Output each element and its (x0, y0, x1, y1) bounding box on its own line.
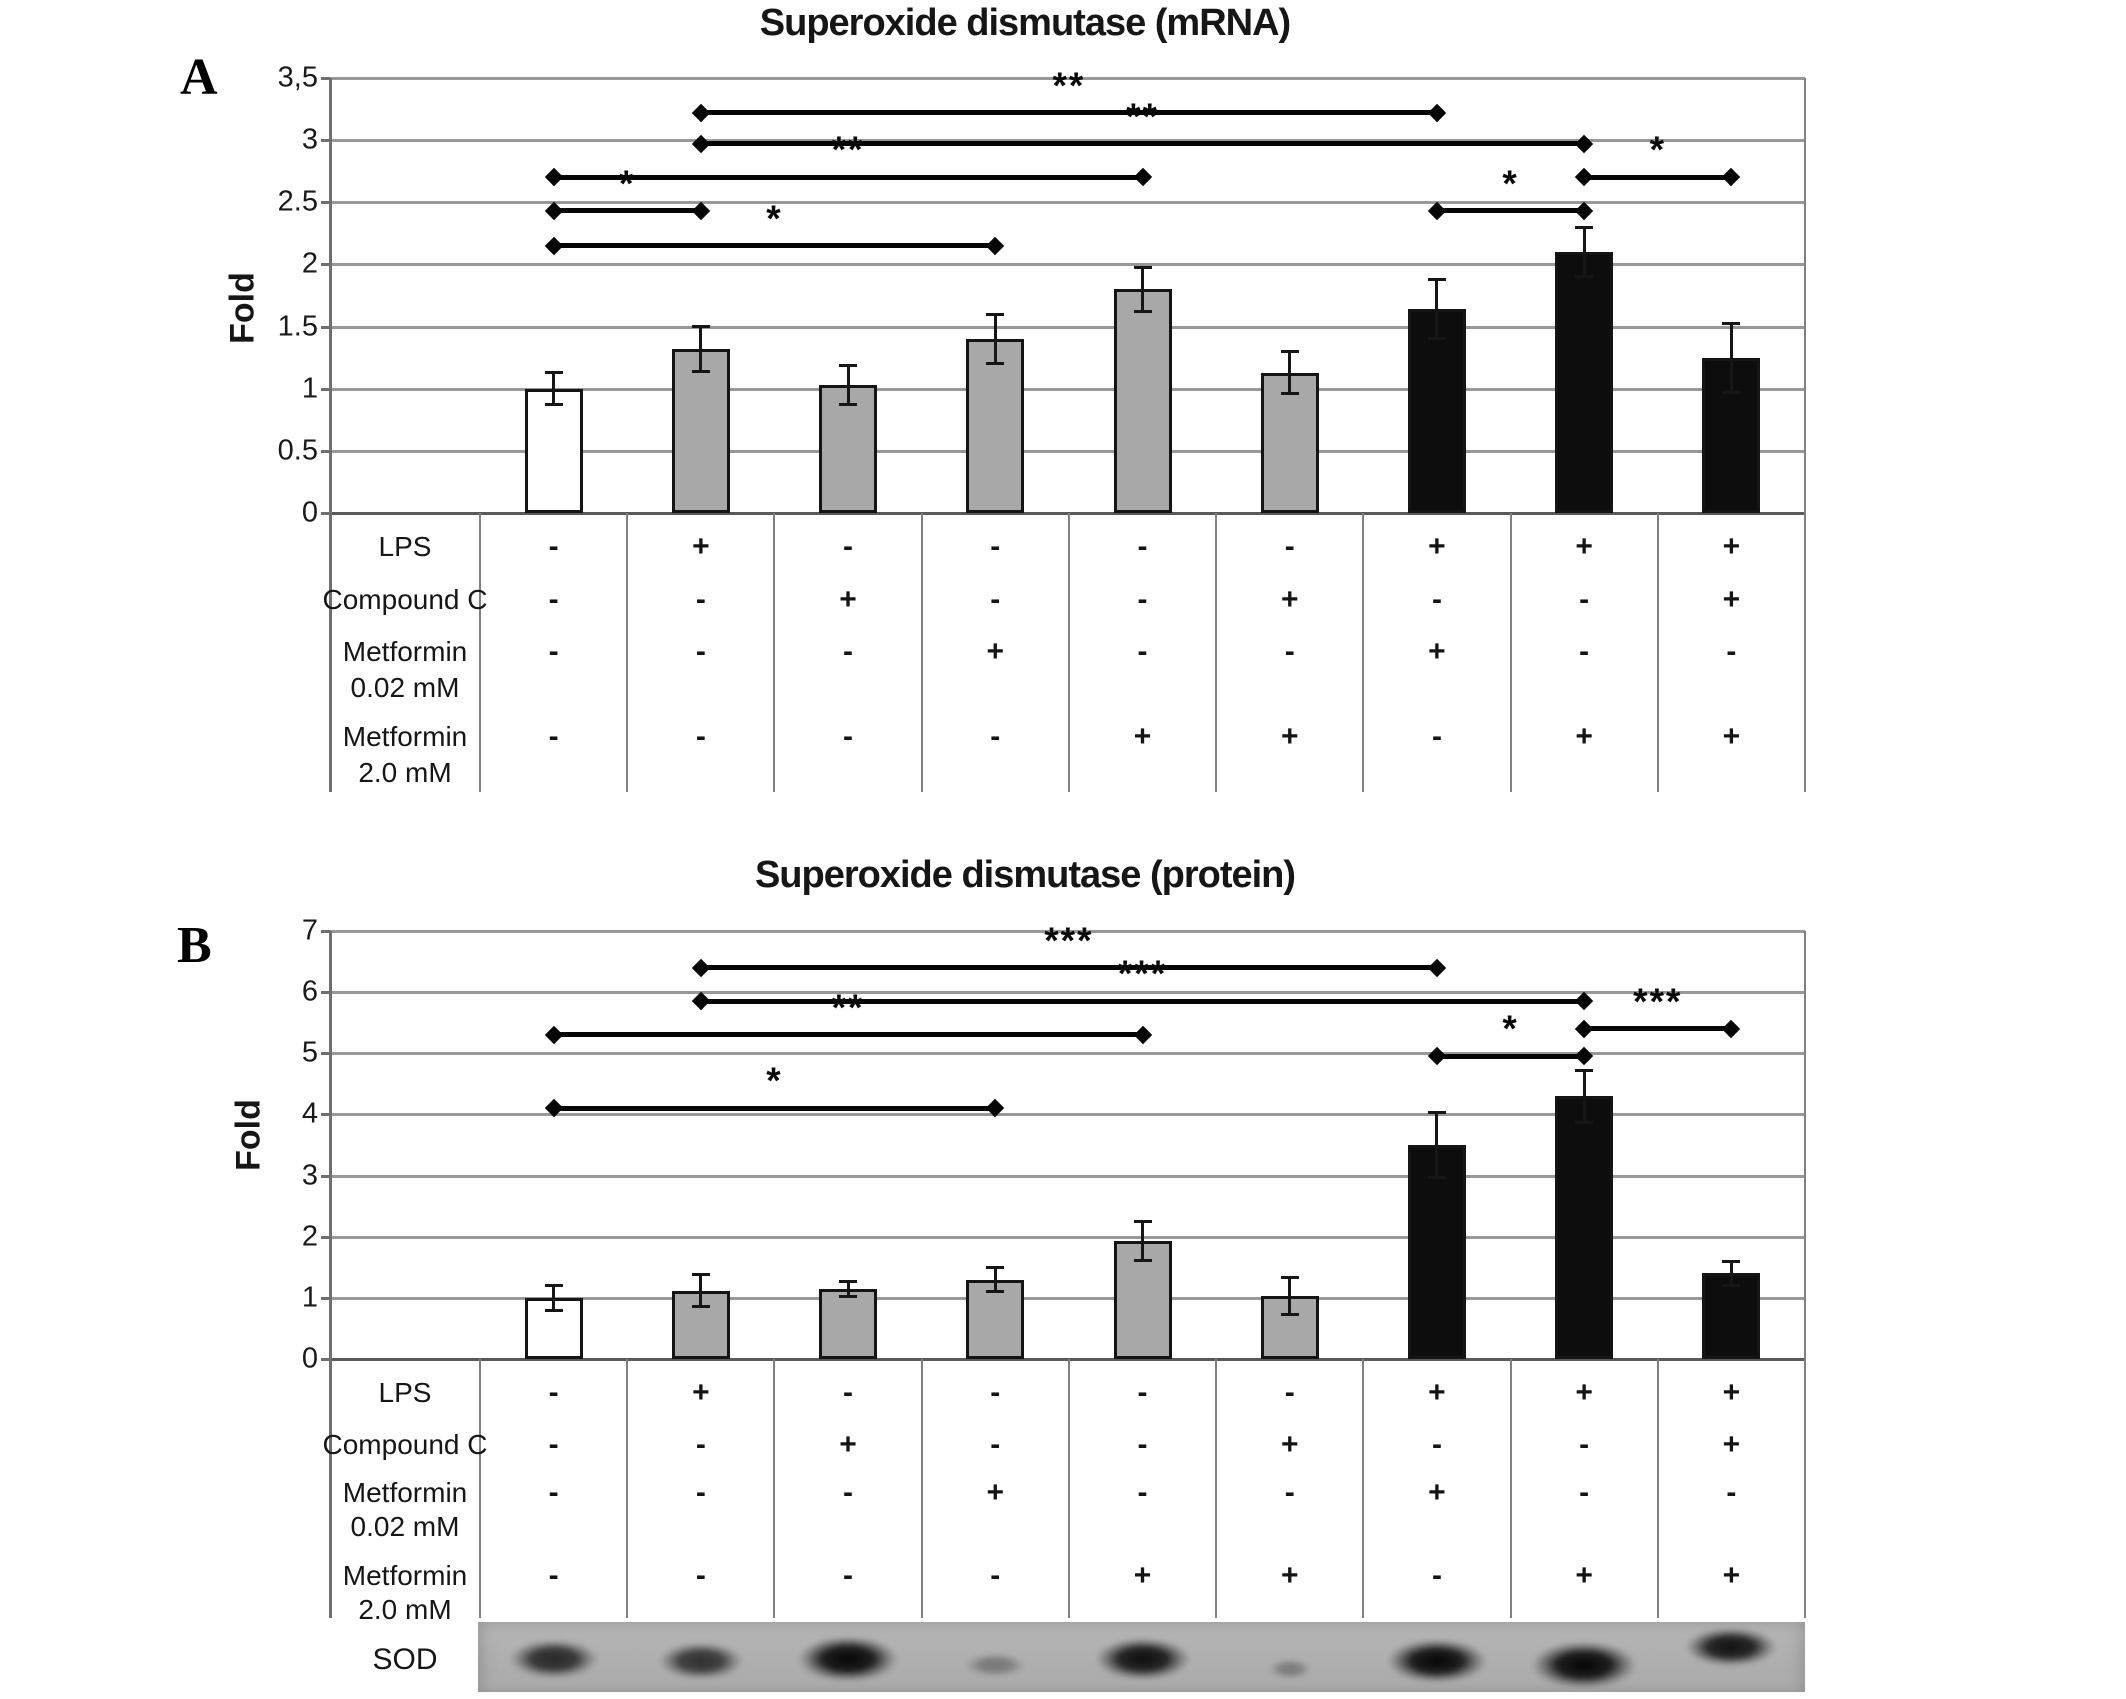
panel-a-error-bar-9 (1730, 322, 1733, 394)
panel-b-table-cell: - (695, 1559, 706, 1592)
panel-a-error-bar-4 (994, 313, 997, 365)
panel-b-table-row-label: 2.0 mM (358, 1594, 452, 1625)
panel-a-error-bar-1 (552, 371, 555, 406)
panel-a-table-cell: - (1284, 530, 1295, 563)
panel-b-y-tick-label: 5 (301, 1036, 318, 1069)
panel-a-y-tick-label: 1.5 (277, 310, 318, 343)
panel-a-table-cell: - (843, 530, 854, 563)
panel-a-table-cell: - (548, 720, 559, 753)
sod-western-blot (478, 1622, 1805, 1692)
panel-b-table-column-divider (1068, 1359, 1070, 1618)
panel-a-table-cell: - (990, 530, 1001, 563)
panel-b-significance-diamond (1428, 958, 1446, 976)
panel-b-table-cell: - (1284, 1376, 1295, 1409)
panel-a-error-cap-top (986, 313, 1004, 316)
panel-a-significance-line-4 (1584, 175, 1731, 180)
panel-b-error-cap-top (1281, 1276, 1299, 1279)
panel-b-y-tick-label: 6 (301, 975, 318, 1008)
panel-a-error-cap-bottom (1134, 310, 1152, 313)
panel-b-significance-line-3 (554, 1032, 1143, 1037)
panel-a-significance-diamond (1133, 168, 1151, 186)
panel-b-error-cap-bottom (1281, 1313, 1299, 1316)
panel-a-table-row-label: Compound C (322, 584, 488, 615)
panel-b-error-bar-9 (1730, 1260, 1733, 1287)
panel-a-table-cell: + (1722, 583, 1741, 616)
panel-a-table-column-divider (1657, 513, 1659, 792)
panel-b-table-cell: + (1722, 1428, 1741, 1461)
panel-a-y-tick-label: 3 (301, 123, 318, 156)
panel-a-significance-stars: ** (1052, 64, 1086, 106)
panel-b-table-row-label: Metformin (342, 1560, 468, 1591)
panel-a-bar-8 (1555, 252, 1613, 513)
panel-b-table-cell: - (548, 1428, 559, 1461)
panel-a-table-cell: + (1575, 530, 1593, 563)
panel-b-y-tick-label: 0 (301, 1342, 318, 1375)
panel-a-table-cell: + (1575, 720, 1593, 753)
sod-band-lane-2 (651, 1639, 751, 1683)
panel-b-table-cell: + (986, 1476, 1005, 1509)
panel-a-table-cell: - (990, 583, 1001, 616)
panel-a-significance-diamond (986, 237, 1004, 255)
panel-b-table-cell: - (1137, 1428, 1148, 1461)
panel-b-error-cap-bottom (545, 1309, 563, 1312)
panel-a-error-cap-top (545, 371, 563, 374)
panel-b-error-cap-top (545, 1284, 563, 1287)
panel-b-error-cap-top (692, 1273, 710, 1276)
sod-band-lane-9 (1677, 1624, 1785, 1670)
panel-b-table-column-divider (479, 1359, 481, 1618)
panel-b-significance-stars: *** (1117, 953, 1168, 995)
panel-a-significance-stars: ** (831, 129, 865, 171)
panel-a-error-bar-6 (1288, 350, 1291, 395)
panel-b-table-cell: - (990, 1428, 1001, 1461)
panel-b-error-bar-8 (1583, 1069, 1586, 1124)
panel-a-y-axis-label: Fold (223, 272, 262, 344)
panel-b-table-cell: + (1575, 1376, 1593, 1409)
panel-a-significance-line-7 (554, 243, 996, 248)
panel-b-table-row-label: Metformin (342, 1477, 468, 1508)
panel-b-error-cap-bottom (1134, 1259, 1152, 1262)
panel-a-bar-5 (1114, 289, 1172, 513)
panel-a-table-cell: + (1280, 583, 1299, 616)
panel-b-table-cell: + (1133, 1559, 1152, 1592)
panel-b-significance-diamond (1575, 1047, 1593, 1065)
panel-b-significance-diamond (692, 992, 710, 1010)
panel-a-error-cap-bottom (1722, 391, 1740, 394)
panel-b-table-cell: + (1280, 1559, 1299, 1592)
panel-b-error-cap-top (1134, 1220, 1152, 1223)
panel-b-table-cell: + (1428, 1376, 1446, 1409)
panel-b-table-cell: + (1575, 1559, 1593, 1592)
panel-b-error-bar-6 (1288, 1276, 1291, 1315)
panel-b-table-cell: + (1428, 1476, 1446, 1509)
panel-a-error-cap-top (1575, 226, 1593, 229)
panel-b-table-column-divider (1804, 1359, 1806, 1618)
panel-b-significance-diamond (544, 1026, 562, 1044)
panel-a-significance-diamond (1575, 168, 1593, 186)
panel-a-bar-2 (672, 349, 730, 513)
panel-b-y-tick-label: 7 (301, 914, 318, 947)
panel-b-table-cell: - (990, 1559, 1001, 1592)
panel-a-table-cell: - (1431, 583, 1442, 616)
panel-a-table-column-divider (1804, 513, 1806, 792)
sod-band-lane-4 (959, 1651, 1031, 1679)
panel-b-significance-line-4 (1584, 1026, 1731, 1031)
panel-b-error-bar-5 (1141, 1220, 1144, 1263)
panel-a-table-cell: - (548, 635, 559, 668)
panel-a-table-cell: + (1428, 635, 1446, 668)
panel-b-bar-3 (819, 1289, 877, 1359)
panel-b-table-row-label: 0.02 mM (350, 1511, 460, 1542)
panel-a-error-cap-bottom (1281, 392, 1299, 395)
panel-a-significance-diamond (1575, 135, 1593, 153)
panel-a-table-cell: + (1722, 530, 1741, 563)
sod-band-lane-8 (1522, 1637, 1646, 1692)
panel-a-significance-diamond (692, 135, 710, 153)
panel-a-table-cell: - (695, 635, 706, 668)
panel-a-significance-stars: * (619, 162, 636, 204)
panel-b-significance-line-6 (554, 1106, 996, 1111)
panel-b-significance-diamond (692, 958, 710, 976)
panel-a-table-cell: - (843, 635, 854, 668)
panel-b-error-cap-top (1575, 1069, 1593, 1072)
panel-a-table-cell: + (1280, 720, 1299, 753)
panel-a-table-column-divider (626, 513, 628, 792)
panel-b-significance-stars: ** (831, 986, 865, 1028)
panel-a-table-cell: - (1726, 635, 1737, 668)
panel-a-error-cap-bottom (986, 362, 1004, 365)
panel-b-table-row-label: LPS (378, 1377, 432, 1408)
panel-a-error-bar-3 (847, 364, 850, 406)
panel-b-table-cell: - (548, 1476, 559, 1509)
sod-band-lane-6 (1265, 1657, 1315, 1681)
panel-a-significance-diamond (1428, 202, 1446, 220)
panel-a-error-cap-bottom (1575, 275, 1593, 278)
panel-a-table-row-label: LPS (378, 531, 432, 562)
panel-a-table-cell: - (843, 720, 854, 753)
panel-b-y-axis-line (329, 931, 332, 1618)
panel-a-table-cell: - (1284, 635, 1295, 668)
panel-b-significance-stars: * (1502, 1008, 1519, 1050)
panel-b-error-bar-2 (699, 1273, 702, 1307)
panel-b-table-cell: - (843, 1559, 854, 1592)
panel-b-table-cell: - (548, 1376, 559, 1409)
panel-b-y-tick-label: 3 (301, 1159, 318, 1192)
panel-a-error-cap-top (1722, 322, 1740, 325)
panel-a-table-cell: - (548, 583, 559, 616)
panel-a-significance-line-1 (701, 110, 1437, 115)
panel-b-table-cell: + (1722, 1559, 1741, 1592)
panel-a-table-column-divider (1215, 513, 1217, 792)
panel-a-error-bar-7 (1435, 278, 1438, 340)
panel-b-table-column-divider (1362, 1359, 1364, 1618)
panel-a-table-cell: - (1431, 720, 1442, 753)
panel-b-error-cap-top (839, 1280, 857, 1283)
panel-b-table-cell: - (548, 1559, 559, 1592)
panel-a-table-cell: - (1137, 635, 1148, 668)
panel-b-error-cap-bottom (839, 1295, 857, 1298)
panel-a-table-column-divider (773, 513, 775, 792)
panel-a-error-bar-8 (1583, 226, 1586, 278)
panel-b-y-tick-label: 1 (301, 1281, 318, 1314)
panel-b-table-cell: - (1579, 1428, 1590, 1461)
panel-a-significance-diamond (1575, 202, 1593, 220)
panel-a-y-tick-label: 2.5 (277, 185, 318, 218)
sod-blot-label: SOD (372, 1643, 438, 1676)
panel-b-significance-diamond (1722, 1020, 1740, 1038)
panel-b-table-row-label: Compound C (322, 1429, 488, 1460)
panel-b-error-cap-top (1722, 1260, 1740, 1263)
panel-a-table-cell: + (1428, 530, 1446, 563)
panel-b-table-cell: - (1431, 1428, 1442, 1461)
panel-a-error-cap-top (692, 325, 710, 328)
panel-a-significance-diamond (544, 237, 562, 255)
panel-a-table-row-label: Metformin (342, 636, 468, 667)
panel-b-table-cell: - (1284, 1476, 1295, 1509)
panel-b-error-cap-bottom (986, 1290, 1004, 1293)
panel-b-letter: B (177, 917, 212, 974)
panel-a-table-cell: + (692, 530, 710, 563)
panel-a-significance-stars: * (1502, 162, 1519, 204)
panel-a-significance-diamond (544, 168, 562, 186)
panel-a-table-column-divider (1362, 513, 1364, 792)
panel-a-error-cap-top (1134, 266, 1152, 269)
sod-band-lane-5 (1087, 1634, 1199, 1684)
panel-a-table-column-divider (1068, 513, 1070, 792)
panel-b-table-cell: + (1280, 1428, 1299, 1461)
panel-b-significance-stars: * (766, 1060, 783, 1102)
panel-b-table-cell: + (692, 1376, 710, 1409)
panel-b-error-bar-7 (1435, 1111, 1438, 1178)
sod-band-lane-1 (501, 1636, 606, 1682)
panel-b-table-cell: - (695, 1428, 706, 1461)
panel-b-table-column-divider (626, 1359, 628, 1618)
panel-b-error-cap-top (986, 1266, 1004, 1269)
panel-a-table-column-divider (921, 513, 923, 792)
panel-b-significance-diamond (1575, 992, 1593, 1010)
panel-a-table-cell: - (1579, 583, 1590, 616)
panel-a-table-cell: - (1579, 635, 1590, 668)
panel-a-letter: A (180, 49, 218, 106)
sod-band-lane-3 (789, 1632, 907, 1686)
panel-b-table-column-divider (1510, 1359, 1512, 1618)
panel-b-table-column-divider (1215, 1359, 1217, 1618)
panel-b-error-cap-bottom (692, 1305, 710, 1308)
panel-a-bar-4 (966, 339, 1024, 513)
panel-b-significance-diamond (1575, 1020, 1593, 1038)
panel-b-significance-stars: *** (1633, 980, 1683, 1022)
panel-a-table-cell: - (1137, 583, 1148, 616)
panel-a-y-tick-label: 2 (301, 247, 318, 280)
panel-b-y-tick-label: 4 (301, 1097, 318, 1130)
panel-a-error-cap-bottom (692, 370, 710, 373)
panel-a-y-tick-label: 0 (301, 496, 318, 529)
panel-b-significance-stars: *** (1044, 919, 1094, 961)
panel-b-table-cell: - (1137, 1376, 1148, 1409)
panel-a-y-tick-label: 3,5 (277, 61, 318, 94)
panel-a-y-axis-line (329, 78, 332, 792)
panel-a-significance-stars: ** (1126, 95, 1159, 137)
panel-a-title: Superoxide dismutase (mRNA) (759, 2, 1291, 44)
panel-a-table-cell: - (548, 530, 559, 563)
panel-a-table-cell: + (839, 583, 857, 616)
panel-a-error-cap-bottom (1428, 337, 1446, 340)
panel-a-y-tick-label: 0.5 (277, 434, 318, 467)
panel-b-table-cell: - (843, 1376, 854, 1409)
panel-a-significance-diamond (692, 202, 710, 220)
panel-a-significance-line-6 (1437, 208, 1584, 213)
panel-a-error-cap-top (839, 364, 857, 367)
sod-band-lane-7 (1378, 1635, 1496, 1687)
panel-a-significance-diamond (544, 202, 562, 220)
panel-b-error-bar-1 (552, 1284, 555, 1312)
panel-b-table-cell: - (1726, 1476, 1737, 1509)
panel-b-table-cell: - (695, 1476, 706, 1509)
panel-a-table-column-divider (479, 513, 481, 792)
panel-a-table-cell: - (990, 720, 1001, 753)
panel-a-table-cell: + (1722, 720, 1741, 753)
panel-a-table-cell: - (695, 720, 706, 753)
panel-a-table-row-label: Metformin (342, 721, 468, 752)
panel-b-bar-8 (1555, 1096, 1613, 1359)
panel-a-table-cell: - (1137, 530, 1148, 563)
panel-b-error-bar-4 (994, 1266, 997, 1293)
panel-b-table-cell: - (1431, 1559, 1442, 1592)
panel-a-y-tick-label: 1 (301, 372, 318, 405)
panel-b-table-column-divider (1657, 1359, 1659, 1618)
panel-a-significance-diamond (1722, 168, 1740, 186)
panel-a-table-row-label: 2.0 mM (358, 757, 452, 788)
panel-a-error-bar-5 (1141, 266, 1144, 313)
panel-a-significance-diamond (1428, 104, 1446, 122)
panel-b-table-cell: - (843, 1476, 854, 1509)
panel-b-error-cap-top (1428, 1111, 1446, 1114)
panel-a-significance-stars: * (1649, 129, 1666, 171)
panel-b-table-cell: + (839, 1428, 857, 1461)
panel-a-significance-line-5 (554, 208, 701, 213)
panel-a-table-row-label: 0.02 mM (350, 672, 460, 703)
panel-b-table-cell: - (990, 1376, 1001, 1409)
panel-a-error-bar-2 (699, 325, 702, 372)
panel-b-title: Superoxide dismutase (protein) (754, 854, 1296, 896)
panel-b-significance-line-5 (1437, 1054, 1584, 1059)
panel-a-table-column-divider (1510, 513, 1512, 792)
panel-b-table-cell: - (1579, 1476, 1590, 1509)
panel-a-significance-diamond (692, 104, 710, 122)
panel-b-significance-diamond (1133, 1026, 1151, 1044)
panel-b-table-cell: - (1137, 1476, 1148, 1509)
panel-b-table-column-divider (921, 1359, 923, 1618)
panel-b-table-column-divider (773, 1359, 775, 1618)
panel-a-table-cell: + (1133, 720, 1152, 753)
panel-a-error-cap-bottom (545, 403, 563, 406)
panel-a-significance-line-3 (554, 175, 1143, 180)
panel-b-y-tick-label: 2 (301, 1220, 318, 1253)
panel-b-y-axis-label: Fold (229, 1099, 268, 1171)
panel-b-significance-diamond (1428, 1047, 1446, 1065)
panel-b-error-cap-bottom (1722, 1284, 1740, 1287)
panel-a-error-cap-top (1281, 350, 1299, 353)
panel-a-significance-stars: * (766, 197, 783, 239)
panel-a-table-cell: - (695, 583, 706, 616)
panel-a-error-cap-top (1428, 278, 1446, 281)
panel-b-table-cell: + (1722, 1376, 1741, 1409)
panel-b-significance-line-1 (701, 965, 1437, 970)
panel-b-error-cap-bottom (1428, 1176, 1446, 1179)
panel-b-error-cap-bottom (1575, 1121, 1593, 1124)
panel-a-error-cap-bottom (839, 403, 857, 406)
panel-a-table-cell: + (986, 635, 1005, 668)
panel-a-bar-1 (525, 389, 583, 513)
